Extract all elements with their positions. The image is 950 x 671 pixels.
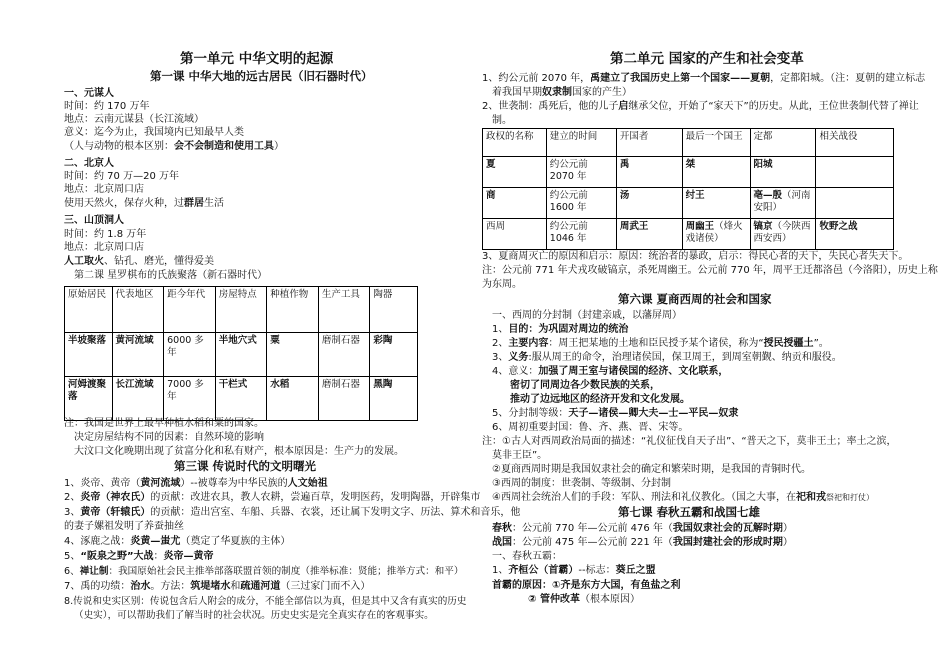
unit1-title: 第一单元 中华文明的起源 — [180, 51, 334, 67]
l6-heading: 一、西周的分封制（封建亲戚，以藩屏周） — [492, 310, 682, 321]
table-cell: 黑陶 — [370, 377, 418, 421]
table-cell: 镐京（今陕西西安西） — [750, 219, 816, 250]
r-item1-cont: 着我国早期奴隶制国家的产生） — [492, 87, 632, 98]
r-item2-cont: 制。 — [492, 115, 512, 126]
shanding-time: 时间：约 1.8 万年 — [64, 229, 147, 240]
r-item3-note: 注：公元前 771 年犬戎攻破镐京，杀死周幽王。公元前 770 年，周平王迁都洛邑（今洛阳），历史上称 — [482, 265, 938, 276]
table-cell: 桀 — [682, 157, 750, 188]
table-cell: 西周 — [483, 219, 547, 250]
yuanmou-place: 地点：云南元谋县（长江流域） — [64, 114, 204, 125]
table-header: 生产工具 — [318, 287, 370, 333]
r-item3: 3、夏商周灭亡的原因和启示：原因：统治者的暴政，启示：得民心者的天下，失民心者失天下。 — [482, 251, 909, 262]
table-cell: 水稻 — [267, 377, 319, 421]
lesson3-title: 第三课 传说时代的文明曙光 — [174, 459, 317, 473]
table-cell: 磨制石器 — [318, 377, 370, 421]
l6-item4-line2: 密切了同周边各少数民族的关系， — [510, 380, 660, 391]
lesson6-title: 第六课 夏商西周的社会和国家 — [618, 292, 772, 306]
table-header: 最后一个国王 — [682, 129, 750, 157]
table-cell: 彩陶 — [370, 333, 418, 377]
table-cell: 约公元前 2070 年 — [546, 157, 616, 188]
table-header: 开国者 — [616, 129, 682, 157]
table-cell: 亳—殷（河南安阳） — [750, 188, 816, 219]
table-cell: 纣王 — [682, 188, 750, 219]
l3-item3: 3、黄帝（轩辕氏）的贡献：造出宫室、车船、兵器、衣裳，还让属下发明文字、历法、算术和音乐，他 — [64, 507, 521, 518]
l3-item1: 1、炎帝、黄帝（黄河流域）--被尊奉为中华民族的人文始祖 — [64, 478, 328, 489]
table-cell: 长江流域 — [112, 377, 164, 421]
table-cell: 半地穴式 — [215, 333, 267, 377]
l3-item2: 2、炎帝（神农氏）的贡献：改进农具，教人农耕，尝遍百草，发明医药，发明陶器，开辟集市 — [64, 492, 481, 503]
settlement-table — [64, 286, 418, 421]
table-cell: 磨制石器 — [318, 333, 370, 377]
l3-item3-cont: 的妻子嫘祖发明了养蚕抽丝 — [64, 521, 184, 532]
table-cell: 汤 — [616, 188, 682, 219]
table-header: 政权的名称 — [483, 129, 547, 157]
lesson7-title: 第七课 春秋五霸和战国七雄 — [618, 505, 761, 519]
table-header: 房屋特点 — [215, 287, 267, 333]
lesson2-title: 第二课 星罗棋布的氏族聚落（新石器时代） — [74, 270, 268, 281]
table-row — [483, 219, 894, 250]
yuanmou-note: （人与动物的根本区别：会不会制造和使用工具） — [64, 141, 284, 152]
lesson1-title: 第一课 中华大地的远古居民（旧石器时代） — [150, 69, 373, 83]
l6-item4-line3: 推动了边远地区的经济开发和文化发展。 — [510, 394, 690, 405]
table-row — [483, 157, 894, 188]
beijing-use: 使用天然火，保存火种，过群居生活 — [64, 198, 224, 209]
section-beijing: 二、北京人 — [64, 158, 114, 169]
l6-note4: ④西周社会统治人们的手段：军队、刑法和礼仪教化。（国之大事，在祀和戎祭祀和打仗） — [492, 492, 874, 503]
l6-note1-cont: 莫非王臣”。 — [492, 450, 548, 461]
r-item3-note-cont: 为东周。 — [482, 279, 522, 290]
l3-item7: 7、禹的功绩：治水。方法：筑堤堵水和疏通河道（三过家门而不入） — [64, 581, 371, 592]
note-house: 决定房屋结构不同的因素：自然环境的影响 — [74, 432, 264, 443]
l7-warring: 战国：公元前 475 年—公元前 221 年（我国封建社会的形成时期） — [492, 537, 793, 548]
table-cell: 河姆渡聚落 — [65, 377, 113, 421]
unit2-title: 第二单元 国家的产生和社会变革 — [610, 51, 804, 67]
table-header-row — [65, 287, 418, 333]
table-cell: 商 — [483, 188, 547, 219]
table-header: 代表地区 — [112, 287, 164, 333]
r-item1: 1、约公元前 2070 年，禹建立了我国历史上第一个国家——夏朝，定都阳城。（注：夏朝的建立标志 — [482, 73, 926, 84]
table-header: 陶器 — [370, 287, 418, 333]
table-cell: 约公元前 1600 年 — [546, 188, 616, 219]
l6-item1: 1、目的：为巩固对周边的统治 — [492, 324, 629, 335]
l6-note3: ③西周的制度：世袭制、等级制、分封制 — [492, 478, 671, 489]
l3-item6: 6、禅让制：我国原始社会民主推举部落联盟首领的制度（推举标准：贤能；推举方式：和平） — [64, 566, 464, 577]
table-row — [65, 377, 418, 421]
table-cell: 干栏式 — [215, 377, 267, 421]
section-shanding: 三、山顶洞人 — [64, 215, 124, 226]
table-cell: 周幽王（烽火戏诸侯） — [682, 219, 750, 250]
table-cell: 牧野之战 — [816, 219, 894, 250]
l3-item5: 5、“阪泉之野”大战：炎帝—黄帝 — [64, 551, 214, 562]
table-row — [65, 333, 418, 377]
l7-spring: 春秋：公元前 770 年—公元前 476 年（我国奴隶社会的瓦解时期） — [492, 523, 793, 534]
l3-item8-cont: （史实），可以帮助我们了解当时的社会状况。历史史实是完全真实存在的客观事实。 — [74, 610, 434, 621]
table-cell: 周武王 — [616, 219, 682, 250]
shanding-use: 人工取火、钻孔、磨光，懂得爱美 — [64, 256, 214, 267]
l7-item1: 1、齐桓公（首霸）--标志：葵丘之盟 — [492, 565, 656, 576]
table-cell: 黄河流域 — [112, 333, 164, 377]
table-row — [483, 188, 894, 219]
table-cell: 夏 — [483, 157, 547, 188]
l6-item5: 5、分封制等级：天子—诸侯—卿大夫—士—平民—奴隶 — [492, 408, 739, 419]
table-cell: 粟 — [267, 333, 319, 377]
table-cell: 禹 — [616, 157, 682, 188]
l3-item4: 4、涿鹿之战：炎黄—蚩尤（奠定了华夏族的主体） — [64, 536, 291, 547]
note-rice: 注：我国是世界上最早种植水稻和粟的国家。 — [64, 418, 264, 429]
table-cell: 6000 多年 — [164, 333, 216, 377]
table-header: 定都 — [750, 129, 816, 157]
dynasty-table — [482, 128, 894, 250]
beijing-place: 地点：北京周口店 — [64, 184, 144, 195]
l3-item8: 8.传说和史实区别：传说包含后人附会的成分，不能全部信以为真，但是其中又含有真实的历史 — [64, 596, 467, 607]
yuanmou-significance: 意义：迄今为止，我国境内已知最早人类 — [64, 127, 244, 138]
table-header: 原始居民 — [65, 287, 113, 333]
table-header: 种植作物 — [267, 287, 319, 333]
table-header: 相关战役 — [816, 129, 894, 157]
section-yuanmou: 一、元谋人 — [64, 88, 114, 99]
table-header: 建立的时间 — [546, 129, 616, 157]
l7-reason: 首霸的原因：①齐是东方大国，有鱼盐之利 — [492, 580, 681, 591]
l7-heading: 一、春秋五霸： — [492, 551, 562, 562]
l6-item2: 2、主要内容：周王把某地的土地和臣民授予某个诸侯，称为“授民授疆土”。 — [492, 338, 829, 349]
table-cell: 半坡聚落 — [65, 333, 113, 377]
l6-item6: 6、周初重要封国：鲁、齐、燕、晋、宋等。 — [492, 422, 689, 433]
table-header-row — [483, 129, 894, 157]
table-header: 距今年代 — [164, 287, 216, 333]
l6-note1: 注：①古人对西周政治局面的描述：“礼仪征伐自天子出”、“普天之下，莫非王土；率土之滨， — [482, 436, 897, 447]
table-cell: 约公元前 1046 年 — [546, 219, 616, 250]
table-cell: 7000 多年 — [164, 377, 216, 421]
yuanmou-time: 时间：约 170 万年 — [64, 101, 150, 112]
l6-item3: 3、义务:服从周王的命令，治理诸侯国，保卫周王，到周室朝觐、纳贡和服役。 — [492, 352, 842, 363]
beijing-time: 时间：约 70 万—20 万年 — [64, 171, 179, 182]
l6-item4: 4、意义：加强了周王室与诸侯国的经济、文化联系， — [492, 366, 729, 377]
r-item2: 2、世袭制：禹死后，他的儿子启继承父位，开始了“家天下”的历史。从此，王位世袭制代替了禅让 — [482, 101, 919, 112]
table-cell — [816, 188, 894, 219]
note-dawenkou: 大汶口文化晚期出现了贫富分化和私有财产，根本原因是：生产力的发展。 — [74, 446, 404, 457]
table-cell: 阳城 — [750, 157, 816, 188]
table-cell — [816, 157, 894, 188]
shanding-place: 地点：北京周口店 — [64, 242, 144, 253]
l7-reason-2: ② 管仲改革（根本原因） — [528, 594, 640, 605]
l6-note2: ②夏商西周时期是我国奴隶社会的确定和繁荣时期，是我国的青铜时代。 — [492, 464, 811, 475]
